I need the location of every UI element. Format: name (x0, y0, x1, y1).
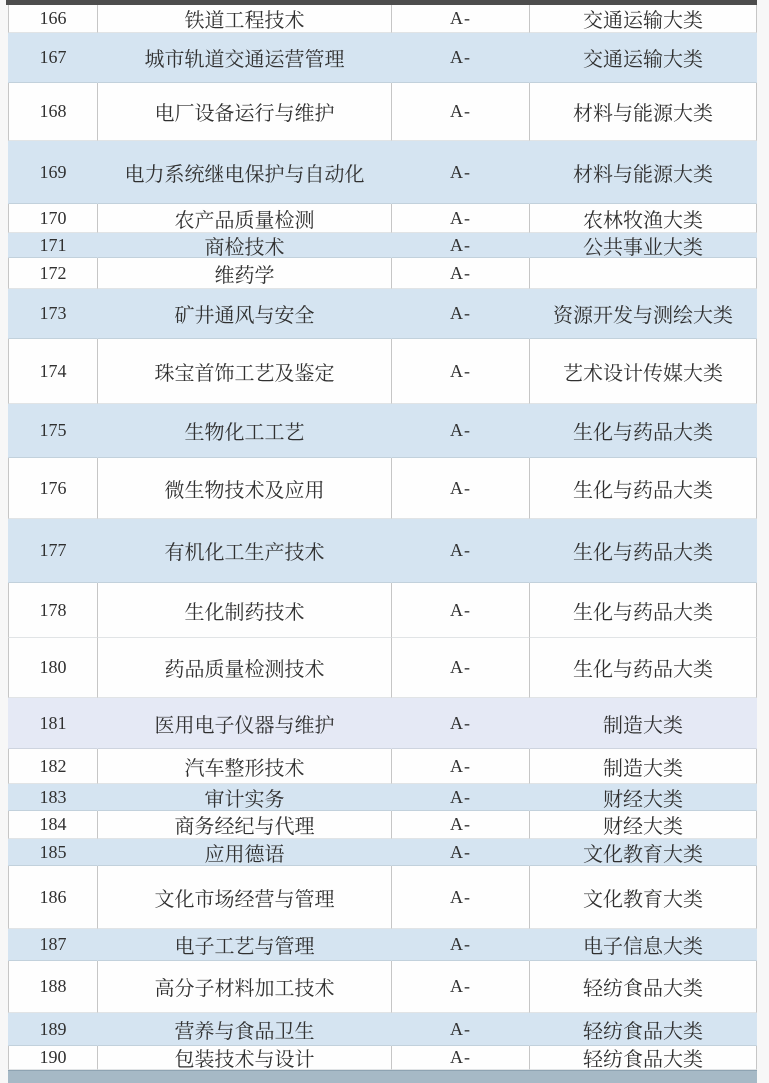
rank-number-cell: 189 (8, 1013, 98, 1046)
table-row (8, 638, 757, 698)
grade-cell: A- (392, 458, 530, 519)
grade-cell: A- (392, 519, 530, 583)
rank-number-cell: 185 (8, 839, 98, 866)
grade-cell: A- (392, 233, 530, 258)
major-name-cell: 矿井通风与安全 (98, 289, 392, 339)
rank-number-cell: 170 (8, 204, 98, 233)
major-name-cell: 高分子材料加工技术 (98, 961, 392, 1013)
rank-number-cell: 180 (8, 638, 98, 698)
category-cell: 轻纺食品大类 (530, 961, 757, 1013)
table-row (8, 5, 757, 33)
major-name-cell: 电厂设备运行与维护 (98, 83, 392, 141)
category-cell: 材料与能源大类 (530, 83, 757, 141)
table-row (8, 929, 757, 961)
rank-number-cell: 190 (8, 1046, 98, 1070)
category-cell: 公共事业大类 (530, 233, 757, 258)
category-cell: 农林牧渔大类 (530, 204, 757, 233)
major-name-cell: 生化制药技术 (98, 583, 392, 638)
grade-cell: A- (392, 961, 530, 1013)
rank-number-cell: 178 (8, 583, 98, 638)
rank-number-cell: 167 (8, 33, 98, 83)
major-name-cell: 生物化工工艺 (98, 404, 392, 458)
category-cell: 交通运输大类 (530, 5, 757, 33)
category-cell (530, 258, 757, 289)
category-cell: 生化与药品大类 (530, 519, 757, 583)
grade-cell: A- (392, 929, 530, 961)
table-row (8, 961, 757, 1013)
grade-cell: A- (392, 33, 530, 83)
grade-cell: A- (392, 1013, 530, 1046)
rank-number-cell: 188 (8, 961, 98, 1013)
next-row-cutoff-edge (8, 1070, 757, 1083)
category-cell: 轻纺食品大类 (530, 1046, 757, 1070)
major-name-cell: 包装技术与设计 (98, 1046, 392, 1070)
major-name-cell: 电子工艺与管理 (98, 929, 392, 961)
rank-number-cell: 187 (8, 929, 98, 961)
table-row (8, 583, 757, 638)
rank-number-cell: 183 (8, 784, 98, 811)
category-cell: 制造大类 (530, 698, 757, 749)
grade-cell: A- (392, 749, 530, 784)
major-name-cell: 电力系统继电保护与自动化 (98, 141, 392, 204)
rank-number-cell: 171 (8, 233, 98, 258)
table-row (8, 698, 757, 749)
category-cell: 文化教育大类 (530, 866, 757, 929)
grade-cell: A- (392, 5, 530, 33)
category-cell: 材料与能源大类 (530, 141, 757, 204)
rank-number-cell: 186 (8, 866, 98, 929)
grade-cell: A- (392, 811, 530, 839)
table-row (8, 1046, 757, 1070)
rank-number-cell: 169 (8, 141, 98, 204)
grade-cell: A- (392, 258, 530, 289)
table-row (8, 839, 757, 866)
grade-cell: A- (392, 141, 530, 204)
grade-cell: A- (392, 698, 530, 749)
grade-cell: A- (392, 339, 530, 404)
table-row (8, 811, 757, 839)
table-row (8, 866, 757, 929)
rank-number-cell: 173 (8, 289, 98, 339)
category-cell: 生化与药品大类 (530, 458, 757, 519)
major-name-cell: 维药学 (98, 258, 392, 289)
rank-number-cell: 181 (8, 698, 98, 749)
rank-number-cell: 174 (8, 339, 98, 404)
major-name-cell: 微生物技术及应用 (98, 458, 392, 519)
category-cell: 财经大类 (530, 784, 757, 811)
table-row (8, 458, 757, 519)
major-name-cell: 有机化工生产技术 (98, 519, 392, 583)
category-cell: 艺术设计传媒大类 (530, 339, 757, 404)
category-cell: 生化与药品大类 (530, 583, 757, 638)
table-row (8, 784, 757, 811)
major-name-cell: 农产品质量检测 (98, 204, 392, 233)
major-ranking-table (8, 5, 757, 1070)
category-cell: 生化与药品大类 (530, 638, 757, 698)
major-name-cell: 医用电子仪器与维护 (98, 698, 392, 749)
grade-cell: A- (392, 289, 530, 339)
major-name-cell: 汽车整形技术 (98, 749, 392, 784)
table-row (8, 404, 757, 458)
category-cell: 轻纺食品大类 (530, 1013, 757, 1046)
grade-cell: A- (392, 83, 530, 141)
rank-number-cell: 184 (8, 811, 98, 839)
table-row (8, 749, 757, 784)
grade-cell: A- (392, 839, 530, 866)
category-cell: 交通运输大类 (530, 33, 757, 83)
grade-cell: A- (392, 1046, 530, 1070)
category-cell: 资源开发与测绘大类 (530, 289, 757, 339)
rank-number-cell: 177 (8, 519, 98, 583)
category-cell: 文化教育大类 (530, 839, 757, 866)
grade-cell: A- (392, 638, 530, 698)
major-name-cell: 审计实务 (98, 784, 392, 811)
major-name-cell: 商检技术 (98, 233, 392, 258)
major-name-cell: 营养与食品卫生 (98, 1013, 392, 1046)
major-name-cell: 商务经纪与代理 (98, 811, 392, 839)
table-row (8, 204, 757, 233)
grade-cell: A- (392, 784, 530, 811)
table-row (8, 1013, 757, 1046)
table-row (8, 233, 757, 258)
grade-cell: A- (392, 404, 530, 458)
major-name-cell: 药品质量检测技术 (98, 638, 392, 698)
rank-number-cell: 166 (8, 5, 98, 33)
rank-number-cell: 172 (8, 258, 98, 289)
table-row (8, 33, 757, 83)
table-row (8, 258, 757, 289)
major-name-cell: 文化市场经营与管理 (98, 866, 392, 929)
table-row (8, 141, 757, 204)
major-name-cell: 城市轨道交通运营管理 (98, 33, 392, 83)
rank-number-cell: 175 (8, 404, 98, 458)
major-name-cell: 铁道工程技术 (98, 5, 392, 33)
grade-cell: A- (392, 204, 530, 233)
grade-cell: A- (392, 866, 530, 929)
grade-cell: A- (392, 583, 530, 638)
table-row (8, 339, 757, 404)
rank-number-cell: 182 (8, 749, 98, 784)
category-cell: 电子信息大类 (530, 929, 757, 961)
table-row (8, 289, 757, 339)
rank-number-cell: 176 (8, 458, 98, 519)
rank-number-cell: 168 (8, 83, 98, 141)
category-cell: 生化与药品大类 (530, 404, 757, 458)
category-cell: 财经大类 (530, 811, 757, 839)
major-name-cell: 应用德语 (98, 839, 392, 866)
table-row (8, 519, 757, 583)
category-cell: 制造大类 (530, 749, 757, 784)
table-row (8, 83, 757, 141)
major-name-cell: 珠宝首饰工艺及鉴定 (98, 339, 392, 404)
